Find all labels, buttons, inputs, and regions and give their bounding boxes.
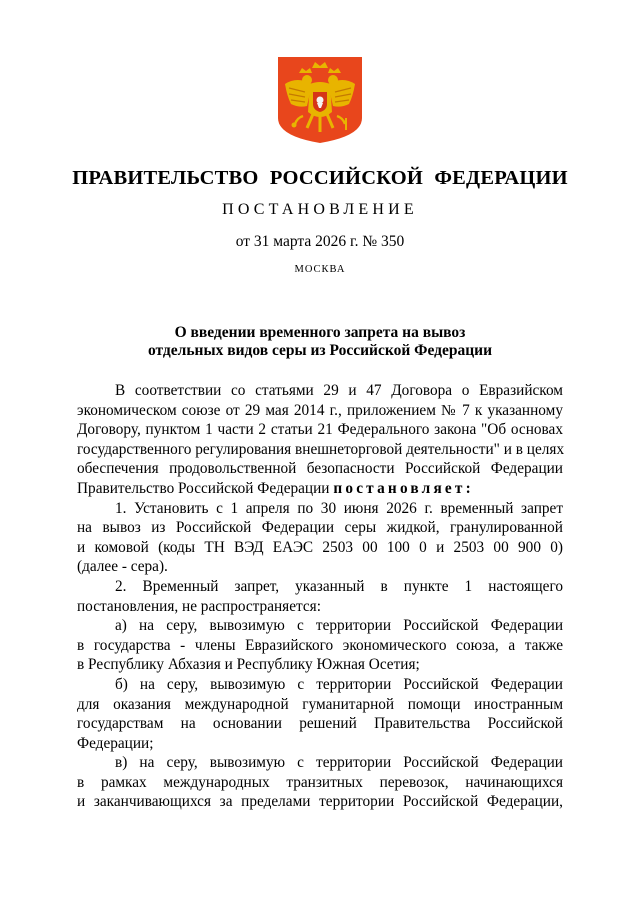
document-city: МОСКВА [294, 264, 346, 275]
document-body [77, 381, 563, 812]
text-line: б) на серу, вывозимую с территории Российской Федерации [115, 675, 563, 693]
text-line: на вывоз из Российской Федерации серы жидкой, гранулированной [77, 519, 563, 537]
text-line: 1. Установить с 1 апреля по 30 июня 2026 г. временный запрет [115, 499, 563, 517]
text-line: и заканчивающихся за пределами территории Российской Федерации, [77, 793, 563, 811]
coat-of-arms-icon [277, 56, 363, 144]
text-line: Федерации; [77, 734, 154, 752]
text-line: и комовой (коды ТН ВЭД ЕАЭС 2503 00 100 0 и 2503 00 900 0) [77, 538, 563, 556]
text-line: в государства - члены Евразийского экономического союза, а также [77, 636, 563, 654]
text-line: государственного регулирования внешнеторговой деятельности" и в целях [77, 440, 565, 458]
government-title: ПРАВИТЕЛЬСТВО РОССИЙСКОЙ ФЕДЕРАЦИИ [72, 167, 568, 189]
text-line: в рамках международных транзитных перевозок, начинающихся [77, 773, 563, 791]
decree-word: постановляет: [333, 479, 474, 497]
subject-line: О введении временного запрета на вывоз [174, 324, 466, 341]
text-line: 2. Временный запрет, указанный в пункте 1 настоящего [115, 577, 563, 595]
text-line: В соответствии со статьями 29 и 47 Договора о Евразийском [115, 382, 563, 399]
document-type: ПОСТАНОВЛЕНИЕ [222, 201, 418, 218]
preamble-paragraph [77, 381, 563, 499]
clause-2v-paragraph [77, 753, 563, 812]
text-line: экономическом союзе от 29 мая 2014 г., приложением № 7 к указанному [77, 401, 563, 419]
text-line: для оказания международной гуманитарной помощи иностранным [77, 695, 563, 713]
text-line: обеспечения продовольственной безопасности Российской Федерации [77, 460, 563, 478]
document-subject [0, 324, 640, 360]
clause-2-paragraph [77, 577, 563, 616]
text-line: в) на серу, вывозимую с территории Российской Федерации [115, 754, 563, 772]
clause-2a-paragraph [77, 616, 563, 675]
text-line: а) на серу, вывозимую с территории Российской Федерации [115, 617, 563, 635]
text-line: в Республику Абхазия и Республику Южная Осетия; [77, 656, 420, 674]
text-line: постановления, не распространяется: [77, 597, 321, 615]
clause-1-paragraph [77, 499, 563, 577]
text-line [77, 479, 563, 499]
subject-line: отдельных видов серы из Российской Федерации [147, 342, 493, 359]
government-name: Правительство Российской Федерации [77, 479, 330, 497]
text-line: (далее - сера). [77, 558, 168, 576]
document-date-number: от 31 марта 2026 г. № 350 [235, 233, 405, 250]
text-line: государствам на основании решений Правительства Российской [77, 715, 563, 733]
text-line: Договору, пунктом 1 части 2 статьи 21 Федерального закона "Об основах [77, 421, 563, 439]
clause-2b-paragraph [77, 675, 563, 753]
